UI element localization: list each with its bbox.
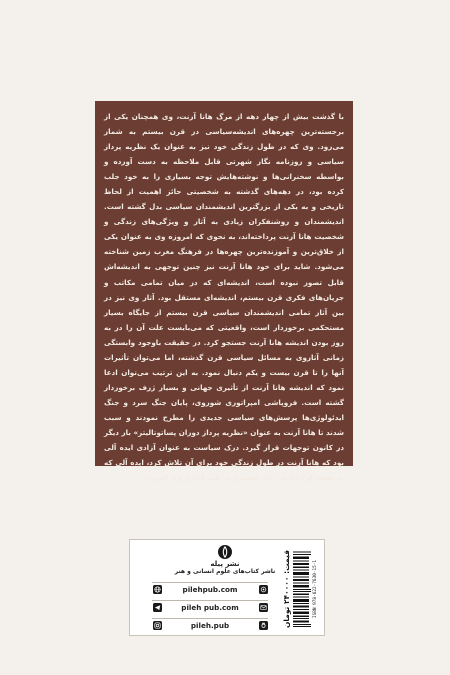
barcode xyxy=(293,551,311,627)
price-label: قیمت: ۲۴۰۰۰۰ تومان xyxy=(282,549,291,628)
globe-icon xyxy=(152,584,162,594)
cocoon-logo-icon xyxy=(217,544,233,560)
at-sign-icon xyxy=(258,584,268,594)
publisher-name: نشر پیله xyxy=(210,560,240,568)
camera-icon xyxy=(258,620,268,630)
back-cover-blurb: با گذشت بیش از چهار دهه از مرگ هانا آرنت، وی همچنان یکی از برجسته‌ترین چهره‌های اندیشه‌سیاسی در قرن بیستم به شمار می‌رود. وی که در طول زندگی خود نیز به عنوان یک نظریه پرداز سیاسی و روزنامه نگار شهرتی قابل ملاحظه به دست آورده و بواسطه سخنرانی‌ها و نوشته‌هایش توجه بسیاری را به خود جلب کرده بود، در دهه‌های گذشته به شخصیتی حائز اهمیت از لحاظ تاریخی و به یکی از بزرگترین اندیشمندان سیاسی بدل گشته است. اندیشمندان و روشنفکران زیادی به آثار و ویژگی‌های زندگی و شخصیت هانا آرنت پرداخته‌اند، به نحوی که امروزه وی به عنوان یکی از خلاق‌ترین و آموزنده‌ترین چهره‌ها در فرهنگ مغرب زمین شناخته می‌شود. شاید برای خود هانا آرنت نیز چنین توجهی به اندیشه‌اش قابل تصور نبوده است، اندیشه‌ای که در میان تمامی مکاتب و جریان‌های فکری قرن بیستم، اندیشه‌ای مستقل بود. آثار وی نیز در بین آثار تمامی اندیشمندان سیاسی قرن بیستم از جایگاه بسیار مستحکمی برخوردار است، واقعیتی که می‌بایست علت آن را در به روز بودن اندیشه هانا آرنت جستجو کرد. در حقیقت باوجود وابستگی زمانی آثاروی به مسائل سیاسی قرن گذشته، اما می‌توان تأثیرات آنها را تا قرن بیست و یکم دنبال نمود. به این ترتیب می‌توان ادعا نمود که اندیشه هانا آرنت از تأثیری جهانی و بسیار ژرف برخوردار گشته است. فروپاشی امپراتوری شوروی، پایان جنگ سرد و جنگ ایدئولوژی‌ها پرسش‌های سیاسی جدیدی را مطرح نمودند و سبب شدند تا هانا آرنت به عنوان «نظریه پرداز دوران پساتوتالیتر» بار دیگر در کانون توجهات قرار گیرد. درک سیاست به عنوان آزادی ایده آلی بود که هانا آرنت در طول زندگی خود برای آن تلاش کرد، ایده آلی که به نقطه اوج آثارش بدل گشت و بر تأثیرگذاری وی افزود. xyxy=(104,112,344,483)
contact-row-website xyxy=(152,582,268,595)
isbn-number: ISBN 978-622-7630-15-1 xyxy=(313,559,318,618)
contact-row-telegram xyxy=(152,600,268,613)
publisher-tagline: ناشر کتاب‌های علوم انسانی و هنر xyxy=(174,568,276,575)
contact-row-instagram xyxy=(152,618,268,631)
telegram-icon xyxy=(152,602,162,612)
blurb-panel xyxy=(95,101,353,483)
publisher-info-box xyxy=(129,539,325,636)
instagram-icon xyxy=(152,620,162,630)
email-icon xyxy=(258,602,268,612)
contact-handle[interactable]: pileh pub.com xyxy=(181,602,239,612)
contact-handle[interactable]: pilehpub.com xyxy=(182,584,238,594)
contact-handle[interactable]: pileh.pub xyxy=(190,620,230,630)
barcode-block xyxy=(280,543,322,634)
publisher-logo xyxy=(170,544,280,578)
